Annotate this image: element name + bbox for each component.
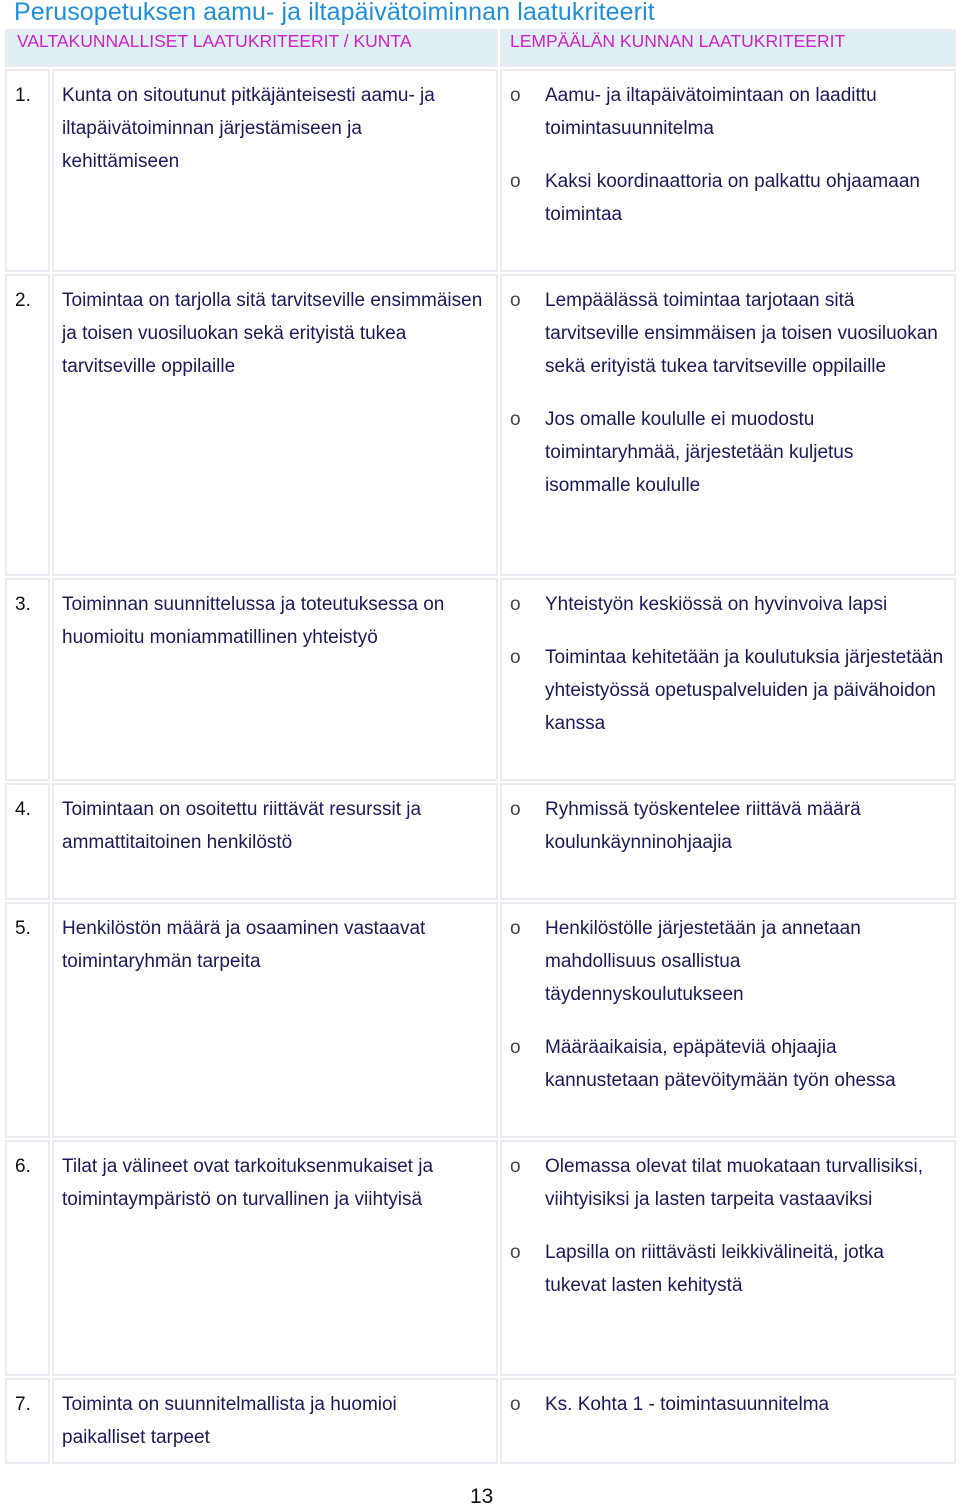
page-title: Perusopetuksen aamu- ja iltapäivätoiminnan laatukriteerit bbox=[14, 0, 655, 26]
row-number: 1. bbox=[5, 69, 50, 272]
list-item: o Olemassa olevat tilat muokataan turvallisiksi, viihtyisiksi ja lasten tarpeita vastaaviksi bbox=[510, 1150, 944, 1216]
list-item: o Kaksi koordinaattoria on palkattu ohjaamaan toimintaa bbox=[510, 165, 944, 231]
row-number: 2. bbox=[5, 274, 50, 576]
header-national: VALTAKUNNALLISET LAATUKRITEERIT / KUNTA bbox=[5, 29, 498, 67]
bullet: o bbox=[510, 918, 521, 939]
row-number: 3. bbox=[5, 578, 50, 781]
bullet: o bbox=[510, 85, 521, 106]
bullet: o bbox=[510, 647, 521, 668]
header-local: LEMPÄÄLÄN KUNNAN LAATUKRITEERIT bbox=[500, 29, 956, 67]
bullet: o bbox=[510, 1242, 521, 1263]
bullet: o bbox=[510, 799, 521, 820]
bullet: o bbox=[510, 594, 521, 615]
table-row bbox=[5, 274, 956, 576]
bullet: o bbox=[510, 1394, 521, 1415]
list-item: o Yhteistyön keskiössä on hyvinvoiva lapsi bbox=[510, 588, 944, 621]
table-row bbox=[5, 902, 956, 1138]
list-item: o Toimintaa kehitetään ja koulutuksia järjestetään yhteistyössä opetuspalveluiden ja päivähoidon kanssa bbox=[510, 641, 944, 740]
local-criteria bbox=[500, 902, 956, 1138]
local-criteria bbox=[500, 69, 956, 272]
table-row bbox=[5, 1140, 956, 1376]
national-criterion: Kunta on sitoutunut pitkäjänteisesti aamu- ja iltapäivätoiminnan järjestämiseen ja kehittämiseen bbox=[52, 69, 498, 272]
list-item: o Lempäälässä toimintaa tarjotaan sitä tarvitseville ensimmäisen ja toisen vuosiluokan sekä erityistä tukea tarvitseville oppilaille bbox=[510, 284, 944, 383]
national-criterion: Toimintaa on tarjolla sitä tarvitseville ensimmäisen ja toisen vuosiluokan sekä erityistä tukea tarvitseville oppilaille bbox=[52, 274, 498, 576]
list-item: o Ks. Kohta 1 - toimintasuunnitelma bbox=[510, 1388, 944, 1421]
table-row bbox=[5, 1378, 956, 1464]
local-criteria bbox=[500, 783, 956, 900]
national-criterion: Henkilöstön määrä ja osaaminen vastaavat toimintaryhmän tarpeita bbox=[52, 902, 498, 1138]
row-number: 5. bbox=[5, 902, 50, 1138]
list-item: o Henkilöstölle järjestetään ja annetaan mahdollisuus osallistua täydennyskoulutukseen bbox=[510, 912, 944, 1011]
local-criteria bbox=[500, 578, 956, 781]
national-criterion: Toiminnan suunnittelussa ja toteutuksessa on huomioitu moniammatillinen yhteistyö bbox=[52, 578, 498, 781]
bullet: o bbox=[510, 171, 521, 192]
national-criterion: Toiminta on suunnitelmallista ja huomioi paikalliset tarpeet bbox=[52, 1378, 498, 1464]
row-number: 4. bbox=[5, 783, 50, 900]
page-number: 13 bbox=[470, 1485, 494, 1508]
national-criterion: Tilat ja välineet ovat tarkoituksenmukaiset ja toimintaympäristö on turvallinen ja viihtyisä bbox=[52, 1140, 498, 1376]
list-item: o Aamu- ja iltapäivätoimintaan on laadittu toimintasuunnitelma bbox=[510, 79, 944, 145]
local-criteria bbox=[500, 1378, 956, 1464]
national-criterion: Toimintaan on osoitettu riittävät resurssit ja ammattitaitoinen henkilöstö bbox=[52, 783, 498, 900]
bullet: o bbox=[510, 1156, 521, 1177]
bullet: o bbox=[510, 409, 521, 430]
bullet: o bbox=[510, 1037, 521, 1058]
bullet: o bbox=[510, 290, 521, 311]
list-item: o Jos omalle koululle ei muodostu toimintaryhmää, järjestetään kuljetus isommalle koululle bbox=[510, 403, 944, 502]
list-item: o Lapsilla on riittävästi leikkivälineitä, jotka tukevat lasten kehitystä bbox=[510, 1236, 944, 1302]
row-number: 6. bbox=[5, 1140, 50, 1376]
table-row bbox=[5, 578, 956, 781]
row-number: 7. bbox=[5, 1378, 50, 1464]
table-row bbox=[5, 783, 956, 900]
list-item: o Ryhmissä työskentelee riittävä määrä koulunkäynninohjaajia bbox=[510, 793, 944, 859]
table-header-row bbox=[5, 29, 956, 67]
local-criteria bbox=[500, 1140, 956, 1376]
criteria-table bbox=[3, 27, 958, 1466]
list-item: o Määräaikaisia, epäpäteviä ohjaajia kannustetaan pätevöitymään työn ohessa bbox=[510, 1031, 944, 1097]
local-criteria bbox=[500, 274, 956, 576]
table-row bbox=[5, 69, 956, 272]
